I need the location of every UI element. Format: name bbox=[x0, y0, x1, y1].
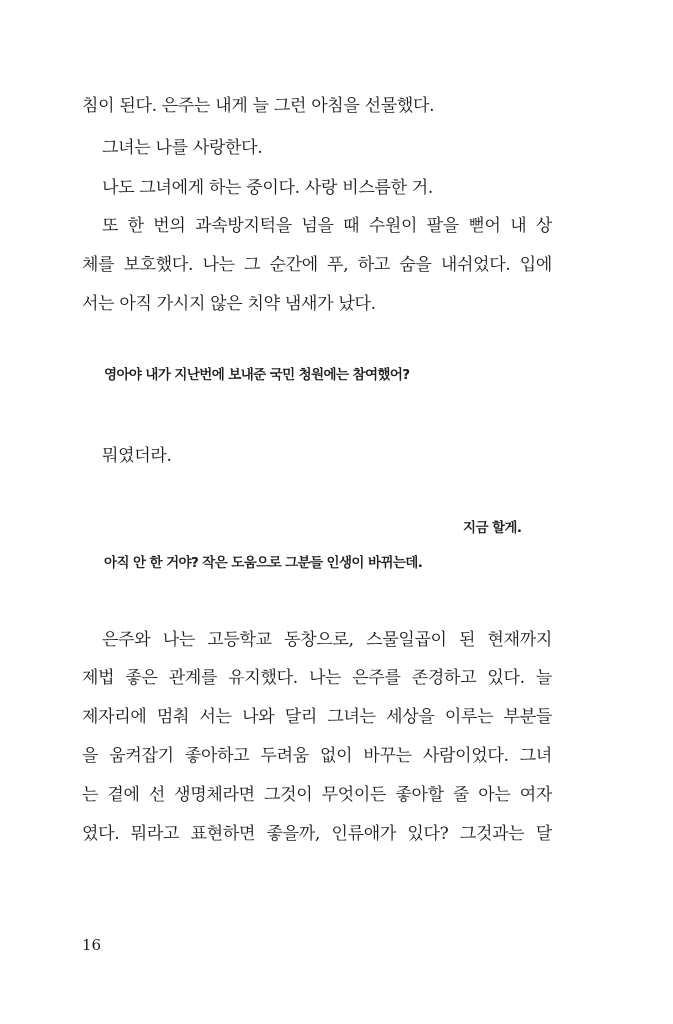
message-text: 아직 안 한 거야? 작은 도움으로 그분들 인생이 바뀌는데. bbox=[104, 555, 423, 571]
paragraph-line: 나도 그녀에게 하는 중이다. 사랑 비스름한 거. bbox=[102, 178, 434, 198]
paragraph-line: 였다. 뭐라고 표현하면 좋을까, 인류애가 있다? 그것과는 달 bbox=[82, 824, 552, 844]
paragraph-line: 침이 된다. 은주는 내게 늘 그런 아침을 선물했다. bbox=[82, 96, 435, 116]
paragraph-line: 제법 좋은 관계를 유지했다. 나는 은주를 존경하고 있다. 늘 bbox=[82, 668, 552, 688]
page-number: 16 bbox=[82, 936, 102, 954]
paragraph-line: 또 한 번의 과속방지턱을 넘을 때 수원이 팔을 뻗어 내 상 bbox=[102, 216, 552, 236]
paragraph-line: 뭐였더라. bbox=[102, 446, 172, 466]
paragraph-line: 그녀는 나를 사랑한다. bbox=[102, 138, 263, 158]
paragraph-line: 서는 아직 가시지 않은 치약 냄새가 났다. bbox=[82, 294, 376, 314]
message-text: 지금 할게. bbox=[463, 520, 522, 536]
paragraph-line: 체를 보호했다. 나는 그 순간에 푸, 하고 숨을 내쉬었다. 입에 bbox=[82, 255, 552, 275]
paragraph-line: 을 움켜잡기 좋아하고 두려움 없이 바꾸는 사람이었다. 그녀 bbox=[82, 746, 552, 766]
paragraph-line: 는 곁에 선 생명체라면 그것이 무엇이든 좋아할 줄 아는 여자 bbox=[82, 785, 552, 805]
paragraph-line: 은주와 나는 고등학교 동창으로, 스물일곱이 된 현재까지 bbox=[102, 630, 552, 650]
message-text: 영아야 내가 지난번에 보내준 국민 청원에는 참여했어? bbox=[104, 367, 410, 383]
paragraph-line: 제자리에 멈춰 서는 나와 달리 그녀는 세상을 이루는 부분들 bbox=[82, 707, 552, 727]
